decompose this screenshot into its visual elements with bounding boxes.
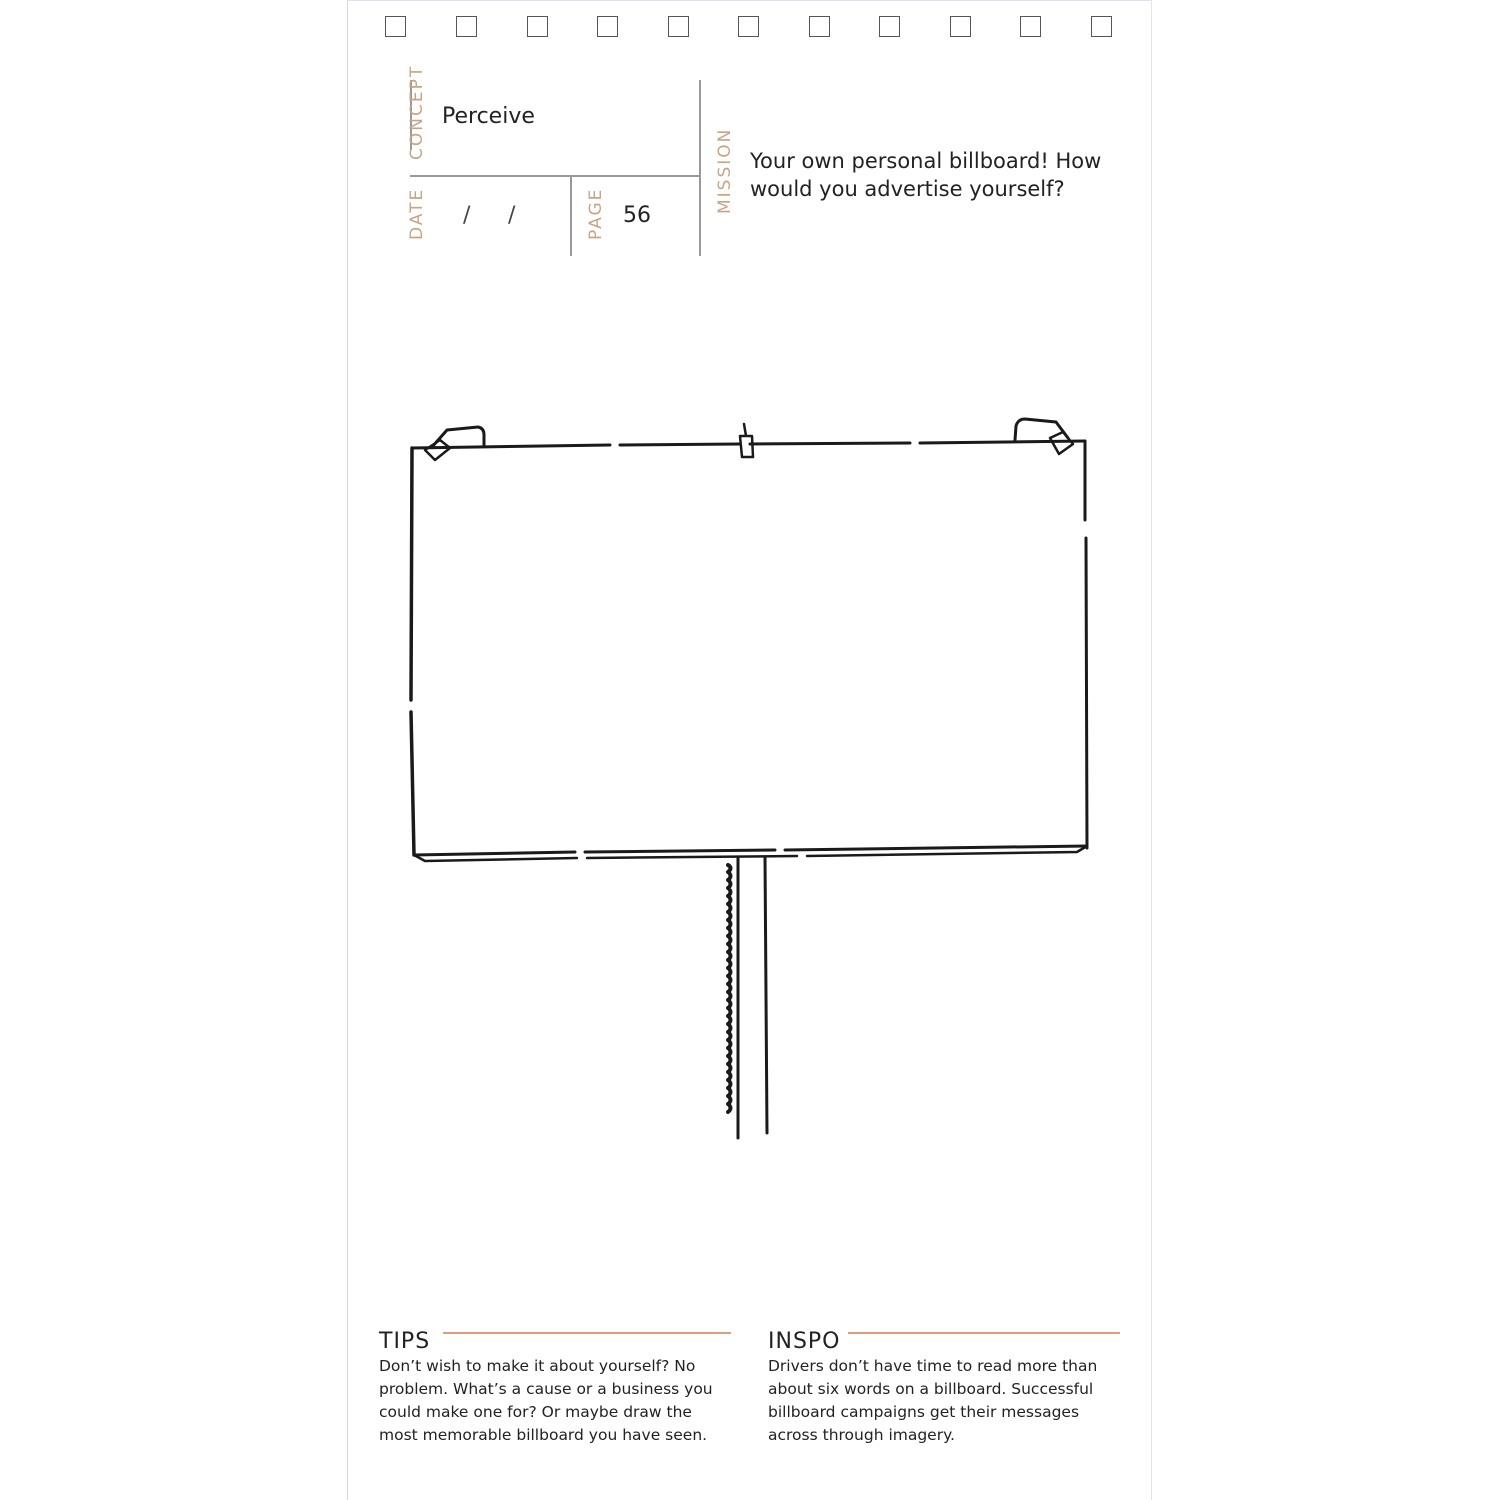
binding-hole: [809, 16, 830, 37]
binding-hole: [385, 16, 406, 37]
left-clamp: [432, 427, 484, 447]
inspo-title: INSPO: [768, 1329, 841, 1354]
inspo-rule: [848, 1332, 1120, 1334]
tips-rule: [443, 1332, 731, 1334]
tips-title: TIPS: [379, 1329, 431, 1354]
binding-hole: [879, 16, 900, 37]
binding-hole: [1020, 16, 1041, 37]
center-hook: [740, 424, 753, 457]
billboard-top-edge: [412, 441, 1085, 448]
mission-label: MISSION: [715, 127, 735, 214]
post-right-edge: [765, 857, 767, 1133]
header-divider: [699, 80, 701, 256]
binding-hole: [950, 16, 971, 37]
concept-value: Perceive: [442, 104, 535, 129]
right-clamp-block: [1050, 432, 1073, 454]
binding-hole: [1091, 16, 1112, 37]
billboard-illustration: [395, 410, 1105, 1150]
concept-label: CONCEPT: [407, 64, 427, 160]
page-number: 56: [623, 203, 651, 228]
billboard-right-edge: [1085, 441, 1087, 848]
date-label: DATE: [407, 187, 427, 240]
date-separator: /: [463, 203, 471, 228]
post-texture: [728, 865, 731, 1112]
binding-hole: [456, 16, 477, 37]
billboard-left-edge: [411, 448, 414, 855]
right-clamp: [1015, 419, 1068, 440]
binding-holes: [385, 16, 1125, 40]
binding-hole: [668, 16, 689, 37]
tips-body: Don’t wish to make it about yourself? No problem. What’s a cause or a business you could make one for? Or maybe draw the most memorable billboard you have seen.: [379, 1357, 713, 1444]
page-label: PAGE: [586, 187, 606, 240]
date-separator: /: [508, 203, 516, 228]
left-clamp-block: [425, 440, 450, 460]
binding-hole: [738, 16, 759, 37]
header-divider: [570, 176, 572, 256]
header-divider: [410, 175, 700, 177]
inspo-body: Drivers don’t have time to read more than about six words on a billboard. Successful billboard campaigns get their messages across through imagery.: [768, 1357, 1098, 1444]
binding-hole: [527, 16, 548, 37]
mission-text: Your own personal billboard! How would you advertise yourself?: [750, 149, 1102, 201]
binding-hole: [597, 16, 618, 37]
